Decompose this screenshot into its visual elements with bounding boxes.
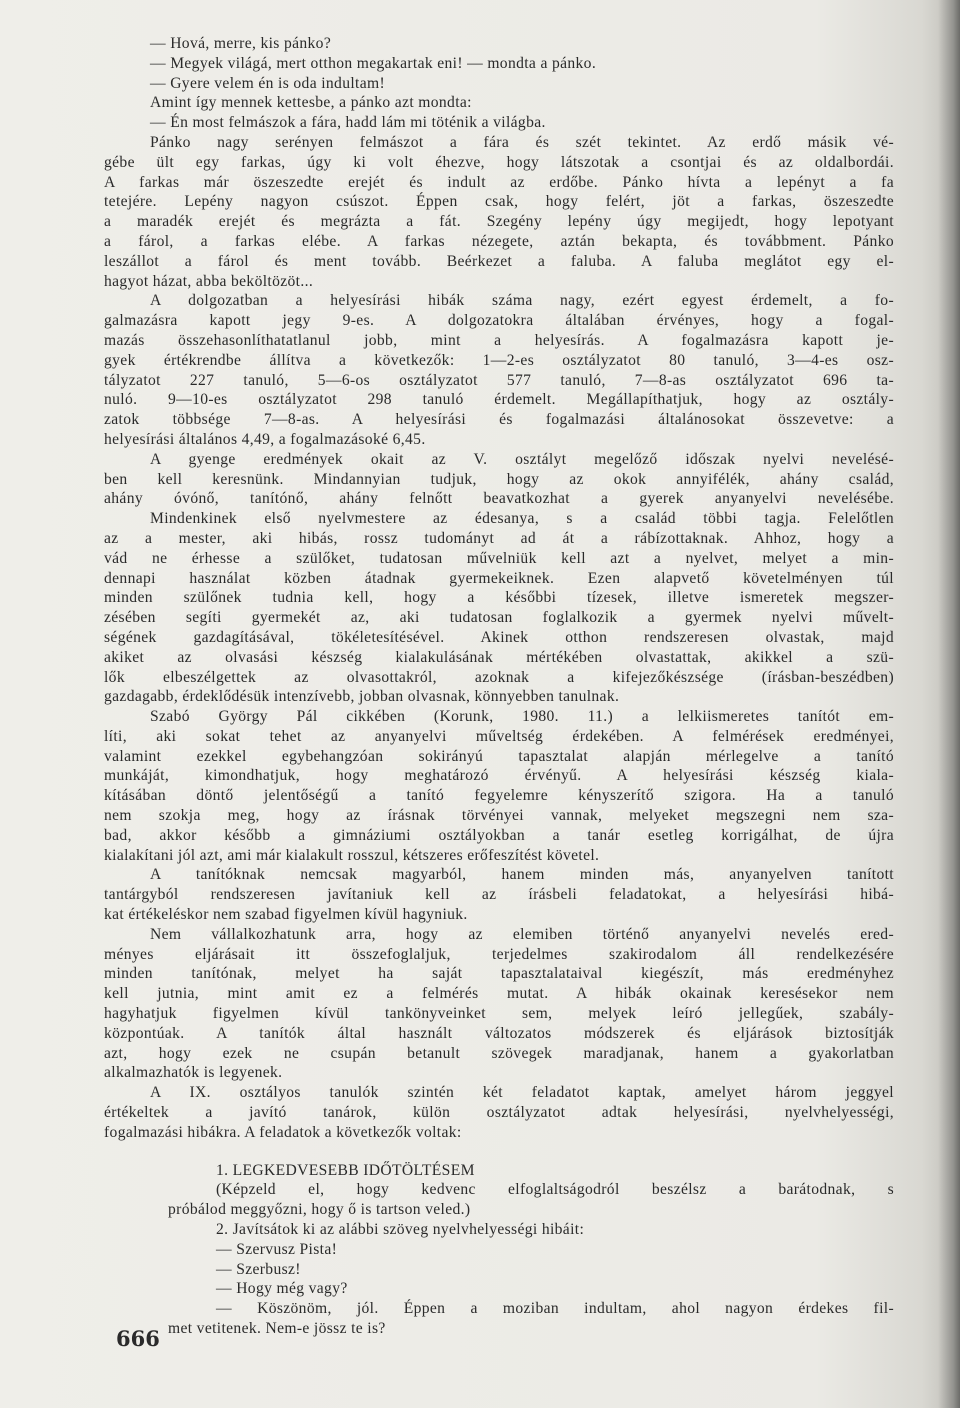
text-line: — Megyek világá, mert otthon megakartak eni! — mondta a pánko. bbox=[150, 54, 597, 72]
text-line: gébe ült egy farkas, úgy ki volt éhezve, hogy látszotak a csontjai és az oldalbordái. bbox=[104, 153, 894, 171]
text-line: ményes eljárásait itt összefoglaljuk, terjedelmes szakirodalom áll rendelkezésére bbox=[104, 945, 894, 963]
text-line: nem szokja meg, hogy az írásnak törvényei vannak, melyeket megszegni nem sza- bbox=[104, 807, 894, 825]
text-line: ségének gazdagításával, tökéletesítésével. Akinek otthon rendszeresen olvastak, majd bbox=[104, 628, 894, 646]
text-line: kell jutnia, mint amit ez a felmérés mutat. A hibák okainak keresésekor nem bbox=[104, 985, 894, 1003]
text-line: kat értékeléskor nem szabad figyelmen kívül hagyniuk. bbox=[104, 906, 468, 924]
text-line: tályzatot 227 tanuló, 5—6-os osztályzatot 577 tanuló, 7—8-as osztályzatot 696 ta- bbox=[104, 371, 894, 389]
text-line: Mindenkinek első nyelvmestere az édesanya, s a család többi tagja. Felelőtlen bbox=[150, 510, 894, 528]
text-line: A farkas már öszeszedte erejét és indult az erdőbe. Pánko hívta a lepényt a fa bbox=[104, 173, 894, 191]
text-line: — Én most felmászok a fára, hadd lám mi töténik a világba. bbox=[150, 114, 546, 132]
text-line: — Hogy még vagy? bbox=[216, 1280, 348, 1298]
text-line: A tanítóknak nemcsak magyarból, hanem minden más, anyanyelven tanított bbox=[150, 866, 894, 884]
text-line: tantárgyból rendszeresen javítaniuk kell az írásbeli feladatokat, a helyesírási hibá- bbox=[104, 886, 894, 904]
text-line: — Szerbusz! bbox=[216, 1260, 301, 1278]
line-gap bbox=[104, 1143, 894, 1161]
text-line: — Szervusz Pista! bbox=[216, 1240, 338, 1258]
text-line: zatok többsége 7—8-as. A helyesírási és fogalmazási általánosokat összevetve: a bbox=[104, 411, 894, 429]
text-line: a fárol, a farkas elébe. A farkas nézegete, aztán bekapta, és továbbment. Pánko bbox=[104, 232, 894, 250]
text-line: bad, akkor később a gimnáziumi osztályokban a tanár esetleg korrigálhat, de újra bbox=[104, 826, 894, 844]
text-line: A dolgozatban a helyesírási hibák száma nagy, ezért egyest érdemelt, a fo- bbox=[150, 292, 894, 310]
text-line: A gyenge eredmények okait az V. osztályt megelőző időszak nyelvi nevelésé- bbox=[150, 450, 894, 468]
text-line: minden tanítónak, melyet ha saját tapasztalataival kiegészít, más eredményhez bbox=[104, 965, 894, 983]
body-text bbox=[104, 34, 894, 1339]
text-line: leszállot a fárol és ment tovább. Beérkezet a faluba. A faluba meglátot egy el- bbox=[104, 252, 894, 270]
text-line: — Gyere velem én is oda indultam! bbox=[150, 74, 385, 92]
text-line: A IX. osztályos tanulók szintén két feladatot kaptak, amelyet három jeggyel bbox=[150, 1084, 894, 1102]
text-line: — Hová, merre, kis pánko? bbox=[150, 35, 332, 52]
text-line: Nem vállalkozhatunk arra, hogy az elemiben történő anyanyelvi nevelés ered- bbox=[150, 925, 894, 943]
text-line: nuló. 9—10-es osztályzatot 298 tanuló érdemelt. Megállapíthatjuk, hogy az osztály- bbox=[104, 391, 894, 409]
text-line: Amint így mennek kettesbe, a pánko azt mondta: bbox=[150, 94, 472, 112]
text-line: mazás összehasonlíthatatlanul jobb, mint a helyesírás. A fogalmazásra kapott je- bbox=[104, 331, 894, 349]
text-line: vád ne érhesse a szülőket, tudatosan művelniük kell azt a nyelvet, melyet a min- bbox=[104, 549, 894, 567]
text-line: fogalmazási hibákra. A feladatok a következők voltak: bbox=[104, 1123, 462, 1141]
text-line: ben kell keresnünk. Mindannyian tudjuk, hogy az okok annyifélék, ahány család, bbox=[104, 470, 894, 488]
text-line: próbálod meggyőzni, hogy ő is tartson veled.) bbox=[168, 1201, 471, 1219]
text-line: met vetitenek. Nem-e jössz te is? bbox=[168, 1320, 386, 1337]
text-line: helyesírási általános 4,49, a fogalmazásoké 6,45. bbox=[104, 430, 426, 448]
text-line: kításában döntő jelentőségű a tanító fegyelemre kényszerítő szigora. Ha a tanuló bbox=[104, 787, 894, 805]
text-line: tetejére. Lepény nagyon csúszot. Éppen csak, hogy felért, jöt a farkas, öszeszedte bbox=[104, 193, 894, 211]
text-line: — Köszönöm, jól. Éppen a moziban indultam, ahol nagyon érdekes fil- bbox=[216, 1300, 894, 1318]
text-line: 2. Javítsátok ki az alábbi szöveg nyelvhelyességi hibáit: bbox=[216, 1221, 585, 1239]
text-line: galmazásra kapott jegy 9-es. A dolgozatokra általában érvényes, hogy a fogal- bbox=[104, 312, 894, 330]
text-line: akiket az olvasási készség kialakulásának mértékében olvastattak, akikkel a szü- bbox=[104, 648, 894, 666]
text-line: lők elbeszélgettek az olvasottakról, azoknak a kifejezőkészsége (írásban-beszédben) bbox=[104, 668, 894, 686]
text-line: (Képzeld el, hogy kedvenc elfoglaltságodról beszélsz a barátodnak, s bbox=[216, 1181, 894, 1199]
text-line: hagyot házat, abba beköltözöt... bbox=[104, 272, 314, 290]
text-line: az a mester, aki hibás, rossz tudományt ad át a rábízottaknak. Ahhoz, hogy a bbox=[104, 529, 894, 547]
text-line: alkalmazhatók is legyenek. bbox=[104, 1064, 283, 1082]
text-line: ahány óvónő, tanítónő, ahány felnőtt beavatkozhat a gyerek anyanyelvi nevelésébe. bbox=[104, 490, 894, 508]
text-line: hagyhatjuk figyelmen kívül tankönyveinket sem, melyek leíró jellegűek, szabály- bbox=[104, 1005, 894, 1023]
text-line: kialakítani jól azt, ami már kialakult rosszul, kétszeres erőfeszítést követel. bbox=[104, 846, 600, 864]
text-line: líti, aki sokat tehet az anyanyelvi műveltség érdekében. A felmérések eredményei, bbox=[104, 727, 894, 745]
text-line: értékeltek a javító tanárok, külön osztályzatot adtak helyesírási, nyelvhelyességi, bbox=[104, 1104, 894, 1122]
text-line: munkáját, kimondhatjuk, hogy meghatározó érvényű. A helyesírási készség kiala- bbox=[104, 767, 894, 785]
text-line: központúak. A tanítók által használt változatos módszerek és eljárások biztosítják bbox=[104, 1024, 894, 1042]
text-line: azt, hogy ezek ne csupán betanult szövegek maradjanak, hanem a gyakorlatban bbox=[104, 1044, 894, 1062]
text-line: zésében segíti gyermekét az, aki tudatosan foglalkozik a gyermek nyelvi művelt- bbox=[104, 609, 894, 627]
text-line: 1. LEGKEDVESEBB IDŐTÖLTÉSEM bbox=[216, 1161, 475, 1179]
text-line: gazdagabb, érdeklődésük intenzívebb, jobban olvasnak, könnyebben tanulnak. bbox=[104, 688, 620, 706]
text-line: gyek értékrendbe állítva a következők: 1—2-es osztályzatot 80 tanuló, 3—4-es osz- bbox=[104, 351, 894, 369]
text-line: valamint ezekkel egybehangzóan sokirányú tapasztalat alapján mérlegelve a tanító bbox=[104, 747, 894, 765]
text-line: Pánko nagy serényen felmászot a fára és szét tekintet. Az erdő másik vé- bbox=[150, 133, 894, 151]
page-number: 666 bbox=[116, 1326, 160, 1351]
text-line: Szabó György Pál cikkében (Korunk, 1980. 11.) a lelkiismeretes tanítót em- bbox=[150, 708, 894, 726]
text-line: dennapi használat közben átadnak gyermekeiknek. Ezen alapvető követelményen túl bbox=[104, 569, 894, 587]
text-line: a maradék erejét és megrázta a fát. Szegény lepény úgy megijedt, hogy lepotyant bbox=[104, 213, 894, 231]
text-line: minden szülőnek tudnia kell, hogy a későbbi tízesek, illetve ismeretek megszer- bbox=[104, 589, 894, 607]
binding-shadow bbox=[938, 0, 960, 1408]
